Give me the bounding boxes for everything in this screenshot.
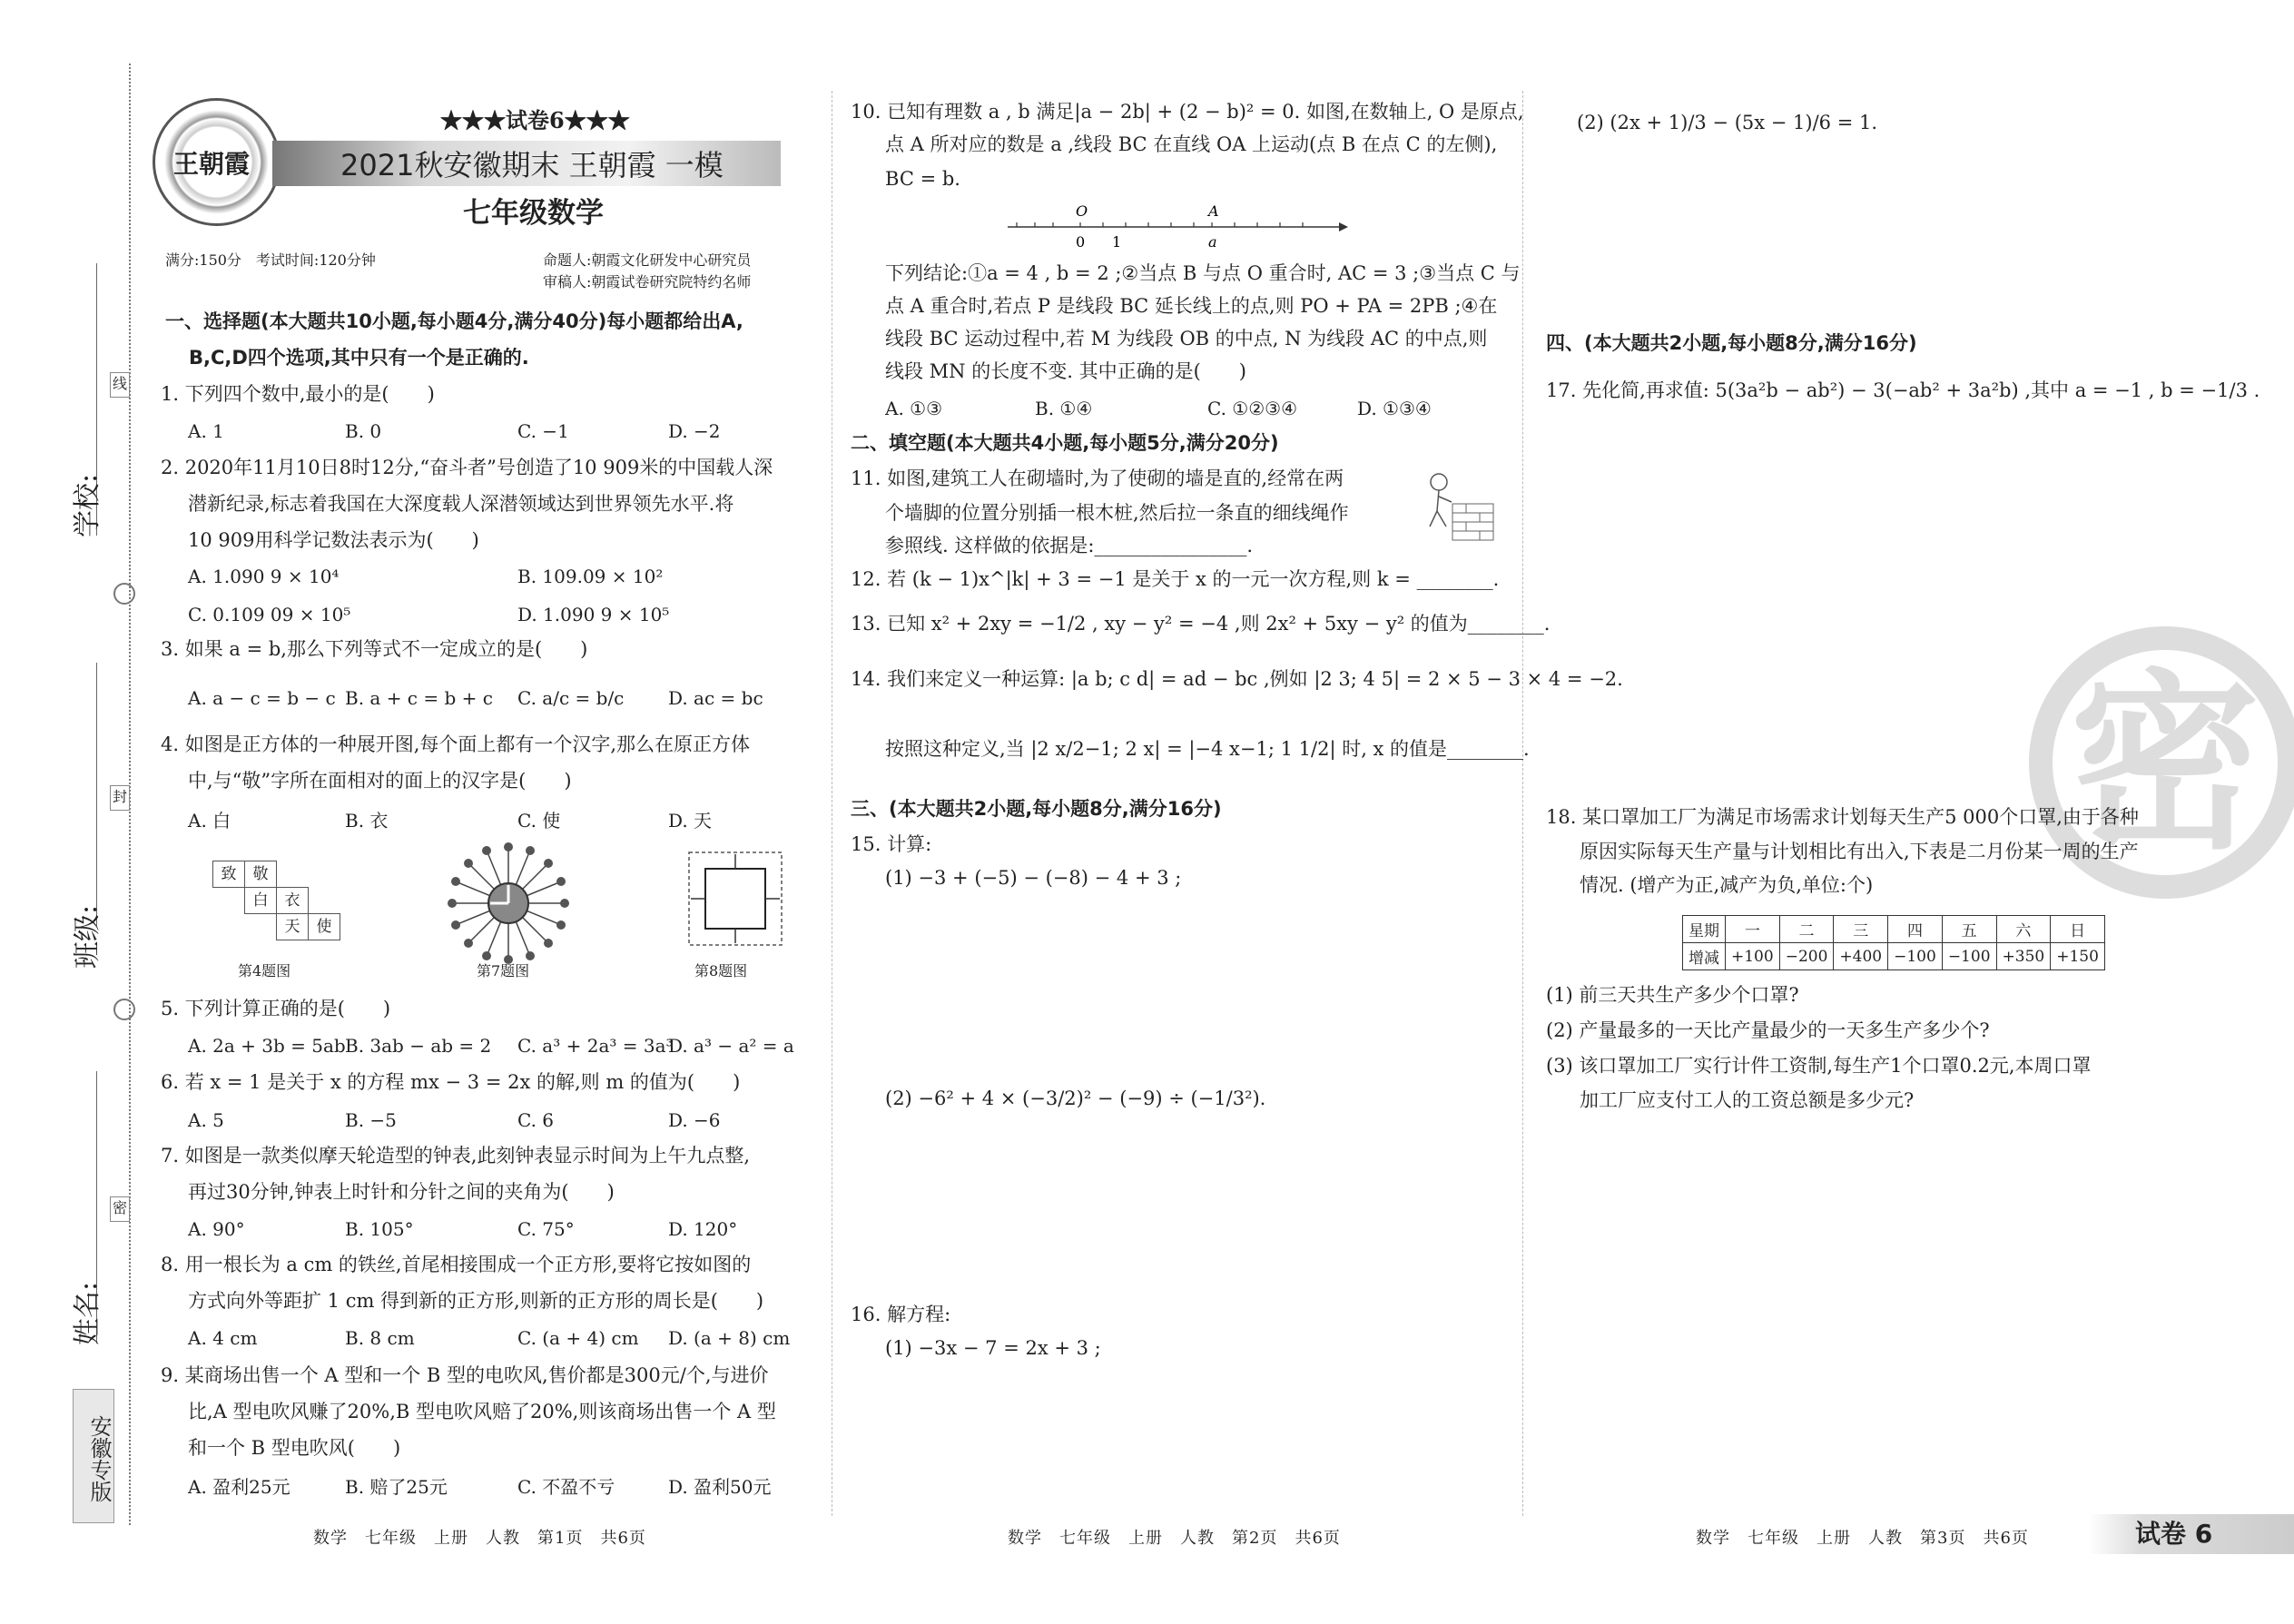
q15-part1: (1) −3 + (−5) − (−8) − 4 + 3 ;	[885, 867, 1182, 889]
q1-option-c: C. −1	[517, 420, 569, 442]
footer-page2: 数学 七年级 上册 人教 第2页 共6页	[1008, 1529, 1341, 1548]
q9-option-b: B. 赔了25元	[345, 1476, 448, 1498]
column-divider	[1522, 91, 1523, 1516]
footer-page3: 数学 七年级 上册 人教 第3页 共6页	[1696, 1529, 2029, 1548]
number-line-figure	[1003, 200, 1348, 254]
paper-tag: ★★★试卷6★★★	[440, 107, 630, 133]
numline-label-a: A	[1208, 202, 1219, 220]
q14-line1: 14. 我们来定义一种运算: |a b; c d| = ad − bc ,例如 |2 3; 4 5| = 2 × 5 − 3 × 4 = −2.	[851, 668, 1623, 690]
table-cell: −200	[1779, 943, 1834, 970]
q10-more1: 下列结论:①a = 4 , b = 2 ;②当点 B 与点 O 重合时, AC = 3 ;③当点 C 与	[885, 262, 1521, 284]
q6-option-b: B. −5	[345, 1109, 397, 1131]
section4-title: 四、(本大题共2小题,每小题8分,满分16分)	[1546, 332, 1917, 354]
footer-page1: 数学 七年级 上册 人教 第1页 共6页	[313, 1529, 646, 1548]
clock-figure	[445, 840, 572, 967]
section1-title: 一、选择题(本大题共10小题,每小题4分,满分40分)每小题都给出A,	[165, 310, 743, 332]
q2-option-b: B. 109.09 × 10²	[517, 566, 664, 587]
table-cell: 三	[1834, 916, 1888, 943]
q3-stem: 3. 如果 a = b,那么下列等式不一定成立的是( )	[161, 638, 588, 660]
table-cell: +100	[1726, 943, 1780, 970]
q6-option-d: D. −6	[668, 1109, 721, 1131]
q18-sub3-cont: 加工厂应支付工人的工资总额是多少元?	[1580, 1089, 1915, 1111]
table-cell: 一	[1726, 916, 1780, 943]
q7-option-d: D. 120°	[668, 1218, 738, 1240]
section2-title: 二、填空题(本大题共4小题,每小题5分,满分20分)	[851, 432, 1279, 454]
q4-option-a: A. 白	[188, 810, 231, 832]
confidential-watermark: 密	[2029, 626, 2294, 899]
square-expansion-figure	[685, 849, 785, 949]
q2-option-a: A. 1.090 9 × 10⁴	[188, 566, 340, 587]
q1-option-a: A. 1	[188, 420, 224, 442]
numline-label-o: O	[1076, 202, 1088, 220]
q6-stem: 6. 若 x = 1 是关于 x 的方程 mx − 3 = 2x 的解,则 m 的值为( )	[161, 1071, 741, 1093]
q10-option-b: B. ①④	[1035, 398, 1093, 419]
q4-option-b: B. 衣	[345, 810, 389, 832]
table-cell: +150	[2051, 943, 2105, 970]
q11-line2: 个墙脚的位置分别插一根木桩,然后拉一条直的细线绳作	[885, 502, 1349, 524]
subject-title: 七年级数学	[463, 197, 604, 230]
q4-option-c: C. 使	[517, 810, 561, 832]
table-cell: +350	[1996, 943, 2051, 970]
q8-option-a: A. 4 cm	[188, 1327, 258, 1349]
cube-face: 衣	[276, 887, 309, 914]
q2-line2: 潜新纪录,标志着我国在大深度载人深潜领域达到世界领先水平.将	[188, 493, 734, 515]
binding-hole-icon	[113, 583, 135, 605]
logo-text: 王朝霞	[173, 149, 251, 179]
q5-option-a: A. 2a + 3b = 5ab	[188, 1035, 346, 1057]
production-table	[1682, 915, 2105, 970]
q16-part2: (2) (2x + 1)/3 − (5x − 1)/6 = 1.	[1577, 112, 1878, 133]
q11-line3: 参照线. 这样做的依据是:________________.	[885, 535, 1254, 556]
q17: 17. 先化简,再求值: 5(3a²b − ab²) − 3(−ab² + 3a²b) ,其中 a = −1 , b = −1/3 .	[1546, 379, 2260, 401]
q3-option-d: D. ac = bc	[668, 687, 763, 709]
q5-option-d: D. a³ − a² = a	[668, 1035, 794, 1057]
q3-option-b: B. a + c = b + c	[345, 687, 493, 709]
q7-option-c: C. 75°	[517, 1218, 575, 1240]
q18-sub2: (2) 产量最多的一天比产量最少的一天多生产多少个?	[1546, 1019, 1990, 1041]
q10-line2: 点 A 所对应的数是 a ,线段 BC 在直线 OA 上运动(点 B 在点 C 的左侧),	[885, 133, 1498, 155]
cube-face: 致	[212, 861, 245, 888]
q2-option-d: D. 1.090 9 × 10⁵	[517, 604, 670, 625]
binding-hole-icon	[113, 999, 135, 1020]
q15-part2: (2) −6² + 4 × (−3/2)² − (−9) ÷ (−1/3²).	[885, 1088, 1266, 1109]
name-label: 姓名:	[72, 1281, 104, 1346]
logo-emblem	[153, 98, 281, 226]
q12: 12. 若 (k − 1)x^|k| + 3 = −1 是关于 x 的一元一次方程,则 k = ________.	[851, 568, 1500, 590]
q7-option-b: B. 105°	[345, 1218, 414, 1240]
q10-more3: 线段 BC 运动过程中,若 M 为线段 OB 的中点, N 为线段 AC 的中点,则	[885, 328, 1488, 349]
q9-option-c: C. 不盈不亏	[517, 1476, 615, 1498]
class-label: 班级:	[72, 904, 104, 969]
numline-tick-1: 1	[1112, 233, 1122, 251]
q2-line1: 2. 2020年11月10日8时12分,“奋斗者”号创造了10 909米的中国载人深	[161, 457, 773, 478]
numline-tick-0: 0	[1076, 233, 1086, 251]
table-cell: 二	[1779, 916, 1834, 943]
author: 命题人:朝霞文化研发中心研究员	[543, 251, 752, 269]
q15-stem: 15. 计算:	[851, 833, 932, 855]
seal-char-secret: 密	[110, 1196, 130, 1222]
numline-tick-a: a	[1208, 233, 1217, 251]
q13: 13. 已知 x² + 2xy = −1/2 , xy − y² = −4 ,则 2x² + 5xy − y² 的值为________.	[851, 613, 1551, 635]
q10-more2: 点 A 重合时,若点 P 是线段 BC 延长线上的点,则 PO + PA = 2PB ;④在	[885, 295, 1498, 317]
q3-option-c: C. a/c = b/c	[517, 687, 625, 709]
table-cell: +400	[1834, 943, 1888, 970]
q16-stem: 16. 解方程:	[851, 1304, 951, 1325]
table-cell: 五	[1942, 916, 1996, 943]
bricklayer-figure	[1421, 468, 1498, 545]
q3-option-a: A. a − c = b − c	[188, 687, 336, 709]
edition-badge: 安徽专版	[73, 1389, 114, 1523]
section1-title-cont: B,C,D四个选项,其中只有一个是正确的.	[189, 347, 529, 369]
table-row	[1683, 943, 2105, 970]
q14-line2: 按照这种定义,当 |2 x/2−1; 2 x| = |−4 x−1; 1 1/2| 时, x 的值是________.	[885, 738, 1530, 760]
q18-sub1: (1) 前三天共生产多少个口罩?	[1546, 984, 1799, 1006]
q7-line1: 7. 如图是一款类似摩天轮造型的钟表,此刻钟表显示时间为上午九点整,	[161, 1145, 751, 1166]
cube-face: 天	[276, 913, 309, 940]
q9-option-d: D. 盈利50元	[668, 1476, 772, 1498]
table-cell: 六	[1996, 916, 2051, 943]
q10-line1: 10. 已知有理数 a , b 满足|a − 2b| + (2 − b)² = 0. 如图,在数轴上, O 是原点,	[851, 101, 1524, 123]
cube-face: 使	[308, 913, 340, 940]
q18-line2: 原因实际每天生产量与计划相比有出入,下表是二月份某一周的生产	[1580, 841, 2139, 862]
q18-line3: 情况. (增产为正,减产为负,单位:个)	[1580, 874, 1874, 896]
q10-line3: BC = b.	[885, 168, 960, 190]
q2-option-c: C. 0.109 09 × 10⁵	[188, 604, 351, 625]
q5-option-c: C. a³ + 2a³ = 3a³	[517, 1035, 674, 1057]
fig4-caption: 第4题图	[238, 962, 291, 979]
q10-more4: 线段 MN 的长度不变. 其中正确的是( )	[885, 360, 1246, 382]
table-cell: 日	[2051, 916, 2105, 943]
q10-option-d: D. ①③④	[1357, 398, 1432, 419]
q6-option-c: C. 6	[517, 1109, 555, 1131]
q2-line3: 10 909用科学记数法表示为( )	[188, 529, 479, 551]
table-header-row	[1683, 916, 2105, 943]
fig8-caption: 第8题图	[694, 962, 748, 979]
q9-line1: 9. 某商场出售一个 A 型和一个 B 型的电吹风,售价都是300元/个,与进价	[161, 1364, 769, 1386]
cube-face: 敬	[244, 861, 277, 888]
q7-line2: 再过30分钟,钟表上时针和分针之间的夹角为( )	[188, 1181, 615, 1203]
q1-stem: 1. 下列四个数中,最小的是( )	[161, 383, 435, 405]
q8-option-d: D. (a + 8) cm	[668, 1327, 791, 1349]
seal-char-seal: 封	[110, 785, 130, 811]
q9-line3: 和一个 B 型电吹风( )	[188, 1437, 401, 1459]
q5-option-b: B. 3ab − ab = 2	[345, 1035, 492, 1057]
q4-option-d: D. 天	[668, 810, 713, 832]
q5-stem: 5. 下列计算正确的是( )	[161, 998, 391, 1019]
cube-face: 白	[244, 887, 277, 914]
q8-line1: 8. 用一根长为 a cm 的铁丝,首尾相接围成一个正方形,要将它按如图的	[161, 1254, 752, 1275]
table-cell: −100	[1888, 943, 1943, 970]
q1-option-d: D. −2	[668, 420, 721, 442]
q11-line1: 11. 如图,建筑工人在砌墙时,为了使砌的墙是直的,经常在两	[851, 468, 1344, 489]
section3-title: 三、(本大题共2小题,每小题8分,满分16分)	[851, 798, 1222, 820]
q9-option-a: A. 盈利25元	[188, 1476, 290, 1498]
table-cell: 四	[1888, 916, 1943, 943]
q8-line2: 方式向外等距扩 1 cm 得到新的正方形,则新的正方形的周长是( )	[188, 1290, 764, 1312]
table-cell: 增减	[1683, 943, 1726, 970]
q6-option-a: A. 5	[188, 1109, 224, 1131]
fig7-caption: 第7题图	[477, 962, 530, 979]
q7-option-a: A. 90°	[188, 1218, 245, 1240]
q4-line1: 4. 如图是正方体的一种展开图,每个面上都有一个汉字,那么在原正方体	[161, 733, 751, 755]
q10-option-a: A. ①③	[885, 398, 943, 419]
class-underline	[96, 663, 97, 926]
corner-tag: 试卷 6	[2135, 1519, 2213, 1549]
seal-char-line: 线	[110, 372, 130, 398]
q1-option-b: B. 0	[345, 420, 382, 442]
q10-option-c: C. ①②③④	[1207, 398, 1298, 419]
q18-line1: 18. 某口罩加工厂为满足市场需求计划每天生产5 000个口罩,由于各种	[1546, 806, 2139, 828]
table-cell: −100	[1942, 943, 1996, 970]
q8-option-c: C. (a + 4) cm	[517, 1327, 639, 1349]
school-label: 学校:	[72, 473, 104, 538]
table-cell: 星期	[1683, 916, 1726, 943]
exam-title: 2021秋安徽期末 王朝霞 一模	[340, 148, 724, 182]
q18-sub3: (3) 该口罩加工厂实行计件工资制,每生产1个口罩0.2元,本周口罩	[1546, 1055, 2092, 1077]
q16-part1: (1) −3x − 7 = 2x + 3 ;	[885, 1337, 1101, 1359]
q4-line2: 中,与“敬”字所在面相对的面上的汉字是( )	[188, 770, 572, 792]
reviewer: 审稿人:朝霞试卷研究院特约名师	[543, 273, 752, 290]
q8-option-b: B. 8 cm	[345, 1327, 415, 1349]
q9-line2: 比,A 型电吹风赚了20%,B 型电吹风赔了20%,则该商场出售一个 A 型	[188, 1401, 776, 1422]
score-info: 满分:150分 考试时间:120分钟	[165, 251, 376, 269]
